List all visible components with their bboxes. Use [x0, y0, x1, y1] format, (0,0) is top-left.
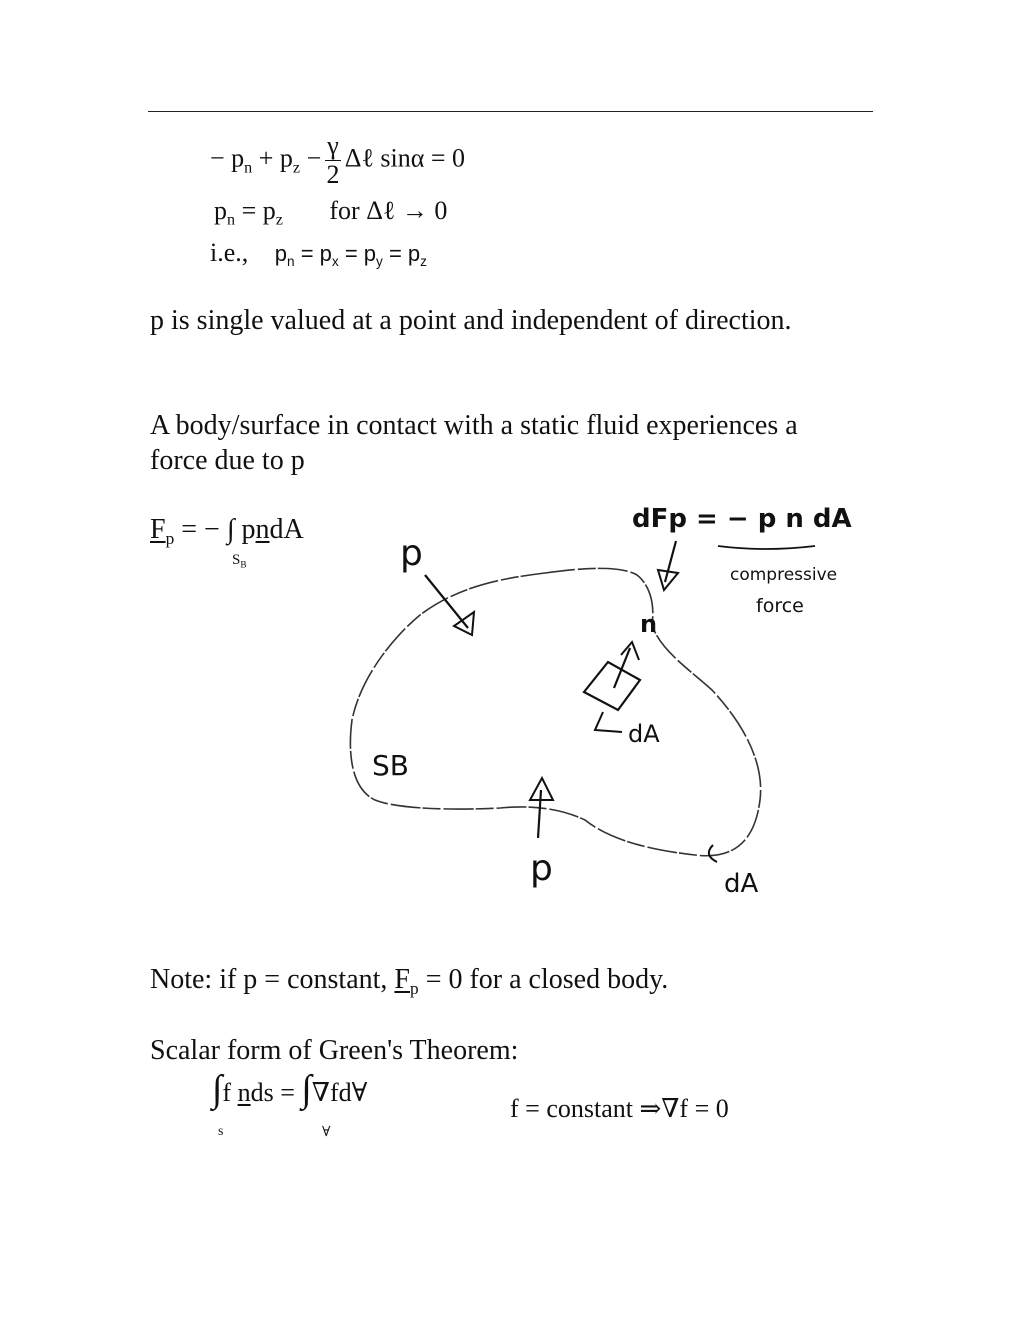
body-surface-statement-line1: A body/surface in contact with a static fluid experiences a: [150, 410, 798, 441]
brace-underline: [718, 546, 815, 549]
equation-isotropic-pressure: i.e., $p_n = p_x = p_y = p_z$: [210, 238, 427, 269]
SB-label: SB: [372, 749, 409, 782]
pressure-force-equation: $F_p$ = − ∫ pndA: [150, 514, 304, 549]
force-label: force: [756, 595, 804, 617]
dfp-label: dFp = − p n dA: [632, 504, 852, 534]
integral-sign-volume: ∫: [301, 1068, 312, 1110]
dfp-arrow: [665, 541, 676, 582]
p-top-label: p: [400, 533, 423, 574]
integral-limit-s: s: [218, 1124, 224, 1139]
single-valued-statement: p is single valued at a point and independent of direction.: [150, 305, 792, 336]
body-outline: [350, 568, 760, 855]
equation-force-balance: − $p_n + p_z$ − $\frac{\gamma}{2}$ Δℓ sinα = 0: [210, 131, 466, 189]
closed-body-note: Note: if p = constant, $F_p = 0$ for a closed body.: [150, 964, 669, 999]
dA-edge-label: dA: [724, 869, 759, 899]
compressive-label: compressive: [730, 565, 838, 585]
dA-edge-tick: [709, 845, 717, 862]
area-element-icon: [584, 662, 640, 710]
fraction-gamma-over-2: $\frac{\gamma}{2}$: [326, 131, 340, 189]
integral-sign-s: ∫: [212, 1068, 223, 1110]
greens-theorem-title: Scalar form of Green's Theorem:: [150, 1035, 519, 1066]
p-bottom-label: p: [530, 848, 553, 889]
constant-gradient-implication: f = constant ⇒∇f = 0: [510, 1094, 729, 1123]
dA-label: dA: [628, 720, 660, 748]
integral-limit-SB: $S_B$: [232, 552, 247, 571]
body-surface-statement-line2: force due to p: [150, 445, 305, 476]
arrowhead-normal-icon: [621, 642, 639, 660]
integral-limit-volume: ∀: [322, 1125, 331, 1140]
dA-bracket: [595, 712, 622, 732]
equation-pn-equals-pz: $p_n = p_z$ for Δℓ → 0: [214, 196, 448, 229]
pressure-arrow-bottom: [538, 790, 541, 838]
n-label: n: [640, 610, 658, 638]
greens-theorem-equation: ∫f nds = ∫∇fd∀: [212, 1068, 368, 1110]
